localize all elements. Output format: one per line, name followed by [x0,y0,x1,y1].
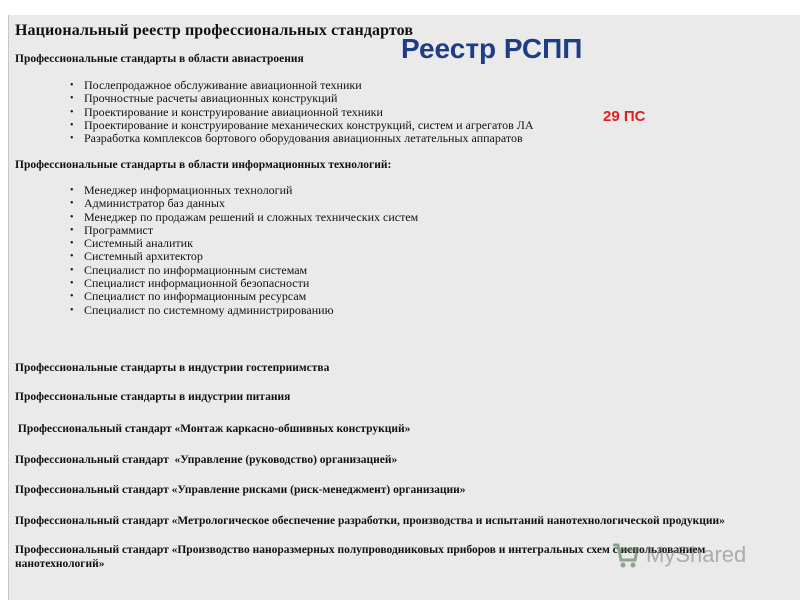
list-item: • Системный аналитик [70,237,418,250]
standard-nano-production: Профессиональный стандарт «Производство наноразмерных полупроводниковых приборов и интегральных схем с использованием нанотехнологий» [15,544,706,570]
list-item: • Проектирование и конструирование механических конструкций, систем и агрегатов ЛА [70,119,534,132]
section-heading-aviation: Профессиональные стандарты в области авиастроения [15,53,304,65]
standard-catering: Профессиональные стандарты в индустрии питания [15,391,291,403]
list-item: • Проектирование и конструирование авиационной техники [70,106,534,119]
watermark [610,540,746,570]
watermark-text: MyShared [646,542,747,567]
list-item: • Системный архитектор [70,250,418,263]
list-item: • Программист [70,224,418,237]
list-item: • Прочностные расчеты авиационных конструкций [70,92,534,105]
overlay-count: 29 ПС [603,108,646,125]
overlay-title: Реестр РСПП [401,33,583,64]
section-heading-it: Профессиональные стандарты в области информационных технологий: [15,159,392,171]
document-title: Национальный реестр профессиональных стандартов [15,22,414,39]
standard-hospitality: Профессиональные стандарты в индустрии гостеприимства [15,362,330,374]
list-item: • Менеджер по продажам решений и сложных технических систем [70,211,418,224]
list-item: • Специалист по системному администрированию [70,304,418,317]
list-item: • Специалист по информационным ресурсам [70,290,418,303]
list-item: • Послепродажное обслуживание авиационной техники [70,79,534,92]
list-item: • Специалист по информационным системам [70,264,418,277]
it-list [70,184,418,317]
list-item: • Администратор баз данных [70,197,418,210]
standard-frame-cladding: Профессиональный стандарт «Монтаж каркасно-обшивных конструкций» [15,423,411,435]
standard-management: Профессиональный стандарт «Управление (руководство) организацией» [15,454,398,466]
cart-icon [610,540,640,570]
standard-risk-management: Профессиональный стандарт «Управление рисками (риск-менеджмент) организации» [15,484,466,496]
aviation-list [70,79,534,145]
list-item: • Специалист информационной безопасности [70,277,418,290]
list-item: • Менеджер информационных технологий [70,184,418,197]
standard-metrology: Профессиональный стандарт «Метрологическое обеспечение разработки, производства и испытаний нанотехнологической продукции» [15,515,725,527]
list-item: • Разработка комплексов бортового оборудования авиационных летательных аппаратов [70,132,534,145]
